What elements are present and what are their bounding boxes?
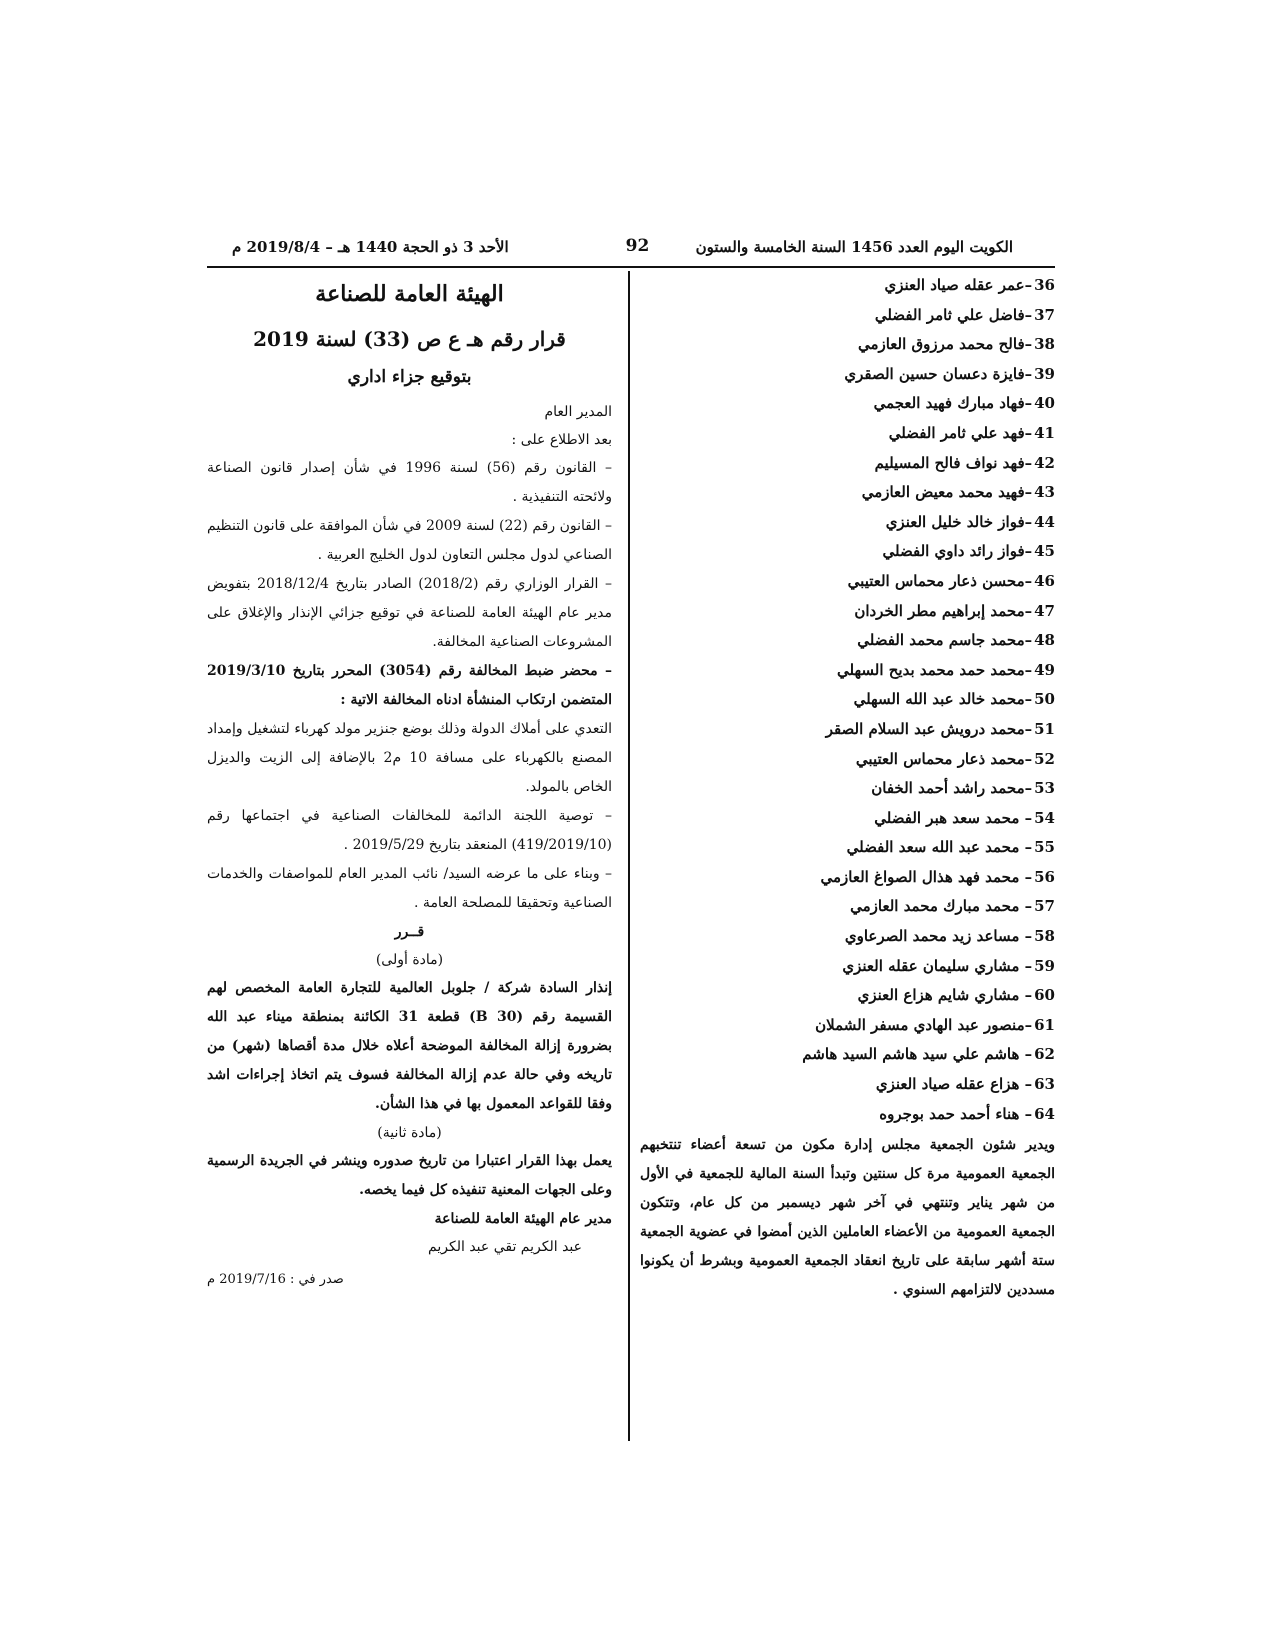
- member-number: 47: [1034, 601, 1055, 620]
- member-number: 45: [1034, 542, 1055, 561]
- member-number: 60: [1034, 986, 1055, 1005]
- member-list-item: [640, 1100, 1055, 1130]
- article-two-label: (مادة ثانية): [377, 1125, 442, 1141]
- member-list-item: [640, 774, 1055, 804]
- left-column: [207, 276, 612, 1306]
- right-column: [640, 271, 1055, 1305]
- member-number: 40: [1034, 394, 1055, 413]
- member-name: – محمد عبد الله سعد الفضلي: [846, 838, 1033, 857]
- header-rule: [207, 266, 1055, 268]
- member-name: –محمد ذعار محماس العتيبي: [855, 749, 1033, 768]
- member-name: –فاضل علي ثامر الفضلي: [874, 305, 1033, 324]
- member-name: –محمد راشد أحمد الخفان: [871, 779, 1033, 798]
- member-name: – محمد سعد هبر الفضلي: [874, 808, 1033, 827]
- page-number: 92: [625, 236, 650, 256]
- member-name: – محمد مبارك محمد العازمي: [850, 897, 1033, 916]
- article-one-text: إنذار السادة شركة / جلوبل العالمية للتجارة العامة المخصص لهم القسيمة رقم (30 B) قطعة 31 الكائنة بمنطقة ميناء عبد الله بضرورة إزالة المخالفة الموضحة أعلاه خلال مدة أقصاها (شهر) من تاريخه وفي حالة عدم إزالة المخالفة فسوف يتم اتخاذ إجراءات اشد وفقا للقواعد المعمول بها في هذا الشأن.: [207, 980, 612, 1112]
- member-list-item: [640, 330, 1055, 360]
- member-name: –منصور عبد الهادي مسفر الشملان: [815, 1015, 1033, 1034]
- member-number: 38: [1034, 335, 1055, 354]
- header-publication: الكويت اليوم العدد 1456 السنة الخامسة والستون: [695, 238, 1013, 256]
- member-name: –محمد حمد محمد بديح السهلي: [836, 660, 1033, 679]
- member-name: – هزاع عقله صياد العنزي: [875, 1075, 1033, 1094]
- decided-heading: قــرر: [394, 924, 425, 940]
- clause-law-56: – القانون رقم (56) لسنة 1996 في شأن إصدار قانون الصناعة ولائحته التنفيذية .: [207, 460, 612, 505]
- member-number: 62: [1034, 1045, 1055, 1064]
- member-number: 57: [1034, 897, 1055, 916]
- member-name: – محمد فهد هذال الصواغ العازمي: [820, 867, 1033, 886]
- member-name: –محسن ذعار محماس العتيبي: [847, 571, 1033, 590]
- member-list-item: [640, 981, 1055, 1011]
- header-date: الأحد 3 ذو الحجة 1440 هـ – 2019/8/4 م: [232, 238, 509, 256]
- member-number: 52: [1034, 749, 1055, 768]
- member-list-item: [640, 449, 1055, 479]
- signatory-title: مدير عام الهيئة العامة للصناعة: [434, 1211, 612, 1227]
- member-list-item: [640, 656, 1055, 686]
- member-number: 41: [1034, 423, 1055, 442]
- member-name: –فهد علي ثامر الفضلي: [888, 423, 1033, 442]
- member-number: 44: [1034, 512, 1055, 531]
- member-number: 51: [1034, 719, 1055, 738]
- member-list-item: [640, 863, 1055, 893]
- member-name: –فالح محمد مرزوق العازمي: [857, 335, 1033, 354]
- member-name: –محمد درويش عبد السلام الصقر: [825, 719, 1033, 738]
- decision-subject: بتوقيع جزاء اداري: [347, 367, 472, 387]
- member-list-item: [640, 419, 1055, 449]
- clause-ministerial-decision: – القرار الوزاري رقم (2018/2) الصادر بتاريخ 2018/12/4 بتفويض مدير عام الهيئة العامة للصناعة في توقيع جزائي الإنذار والإغلاق على المشروعات الصناعية المخالفة.: [207, 576, 613, 650]
- article-two-text: يعمل بهذا القرار اعتبارا من تاريخ صدوره وينشر في الجريدة الرسمية وعلى الجهات المعنية تنفيذه كل فيما يخصه.: [207, 1153, 612, 1198]
- member-list-item: [640, 567, 1055, 597]
- member-list-item: [640, 685, 1055, 715]
- member-list-item: [640, 952, 1055, 982]
- member-number: 55: [1034, 838, 1055, 857]
- member-number: 48: [1034, 631, 1055, 650]
- member-number: 50: [1034, 690, 1055, 709]
- member-name: – مشاري سليمان عقله العنزي: [842, 956, 1033, 975]
- authority-title: الهيئة العامة للصناعة: [315, 281, 504, 307]
- member-number: 64: [1034, 1104, 1055, 1123]
- member-name: –عمر عقله صياد العنزي: [884, 276, 1033, 294]
- member-number: 59: [1034, 956, 1055, 975]
- member-name: –فايزة دعسان حسين الصقري: [844, 364, 1033, 383]
- member-list-item: [640, 537, 1055, 567]
- member-name: – هناء أحمد حمد بوجروه: [879, 1104, 1033, 1123]
- member-number: 63: [1034, 1075, 1055, 1094]
- member-list-item: [640, 892, 1055, 922]
- after-review-label: بعد الاطلاع على :: [511, 432, 612, 448]
- member-name: –فهيد محمد معيض العازمي: [861, 483, 1033, 502]
- member-list-item: [640, 715, 1055, 745]
- member-name: –فواز رائد داوي الفضلي: [882, 542, 1033, 561]
- member-list: [640, 271, 1055, 1129]
- article-one-label: (مادة أولى): [375, 952, 444, 968]
- member-name: –محمد إبراهيم مطر الخردان: [854, 601, 1033, 620]
- member-number: 39: [1034, 364, 1055, 383]
- member-number: 43: [1034, 483, 1055, 502]
- member-list-item: [640, 833, 1055, 863]
- member-name: – مشاري شايم هزاع العنزي: [857, 986, 1033, 1005]
- member-list-item: [640, 1011, 1055, 1041]
- clause-violation-report: – محضر ضبط المخالفة رقم (3054) المحرر بتاريخ 2019/3/10 المتضمن ارتكاب المنشأة ادناه المخالفة الاتية :: [207, 663, 612, 708]
- member-list-item: [640, 745, 1055, 775]
- member-list-item: [640, 597, 1055, 627]
- member-number: 56: [1034, 867, 1055, 886]
- member-number: 37: [1034, 305, 1055, 324]
- member-name: –فهاد مبارك فهيد العجمي: [873, 394, 1033, 413]
- member-number: 49: [1034, 660, 1055, 679]
- member-number: 46: [1034, 571, 1055, 590]
- decision-number: قرار رقم هـ ع ص (33) لسنة 2019: [253, 327, 566, 351]
- association-paragraph: ويدير شئون الجمعية مجلس إدارة مكون من تسعة أعضاء تنتخبهم الجمعية العمومية مرة كل سنتين وتبدأ السنة المالية للجمعية في الأول من شهر يناير وتنتهي في آخر شهر ديسمبر من كل عام، وتتكون الجمعية العمومية من الأعضاء العاملين الذين أمضوا في عضوية الجمعية ستة أشهر سابقة على تاريخ انعقاد الجمعية العمومية وبشرط أن يكونوا مسددين لالتزامهم السنوي .: [640, 1137, 1055, 1299]
- member-name: –محمد خالد عبد الله السهلي: [853, 690, 1033, 709]
- member-name: –فواز خالد خليل العنزي: [885, 512, 1033, 531]
- member-number: 61: [1034, 1015, 1055, 1034]
- member-name: – هاشم علي سيد هاشم السيد هاشم: [802, 1045, 1033, 1064]
- member-list-item: [640, 1040, 1055, 1070]
- member-list-item: [640, 478, 1055, 508]
- member-number: 54: [1034, 808, 1055, 827]
- clause-violation-description: التعدي على أملاك الدولة وذلك بوضع جنزير مولد كهرباء لتشغيل وإمداد المصنع بالكهرباء على مسافة 10 م2 بالإضافة إلى الزيت والديزل الخاص بالمولد.: [207, 721, 612, 795]
- member-name: –محمد جاسم محمد الفضلي: [857, 631, 1033, 650]
- member-number: 36: [1034, 276, 1055, 294]
- member-number: 58: [1034, 927, 1055, 946]
- column-separator: [628, 271, 630, 1441]
- director-label: المدير العام: [544, 404, 612, 420]
- member-list-item: [640, 389, 1055, 419]
- clause-law-22: – القانون رقم (22) لسنة 2009 في شأن الموافقة على قانون التنظيم الصناعي لدول مجلس التعاون لدول الخليج العربية .: [207, 518, 612, 563]
- member-name: –فهد نواف فالح المسيليم: [874, 453, 1033, 472]
- issued-date: صدر في : 2019/7/16 م: [207, 1272, 344, 1287]
- member-name: – مساعد زيد محمد الصرعاوي: [844, 927, 1033, 946]
- member-list-item: [640, 626, 1055, 656]
- member-list-item: [640, 360, 1055, 390]
- signatory-name: عبد الكريم تقي عبد الكريم: [428, 1239, 582, 1255]
- member-list-item: [640, 922, 1055, 952]
- member-list-item: [640, 1070, 1055, 1100]
- member-number: 53: [1034, 779, 1055, 798]
- clause-deputy-proposal: – وبناء على ما عرضه السيد/ نائب المدير العام للمواصفات والخدمات الصناعية وتحقيقا للمصلحة العامة .: [207, 866, 612, 911]
- clause-committee-recommendation: – توصية اللجنة الدائمة للمخالفات الصناعية في اجتماعها رقم (419/2019/10) المنعقد بتاريخ 2019/5/29 .: [207, 808, 612, 853]
- member-list-item: [640, 804, 1055, 834]
- member-list-item: [640, 301, 1055, 331]
- member-number: 42: [1034, 453, 1055, 472]
- member-list-item: [640, 271, 1055, 301]
- member-list-item: [640, 508, 1055, 538]
